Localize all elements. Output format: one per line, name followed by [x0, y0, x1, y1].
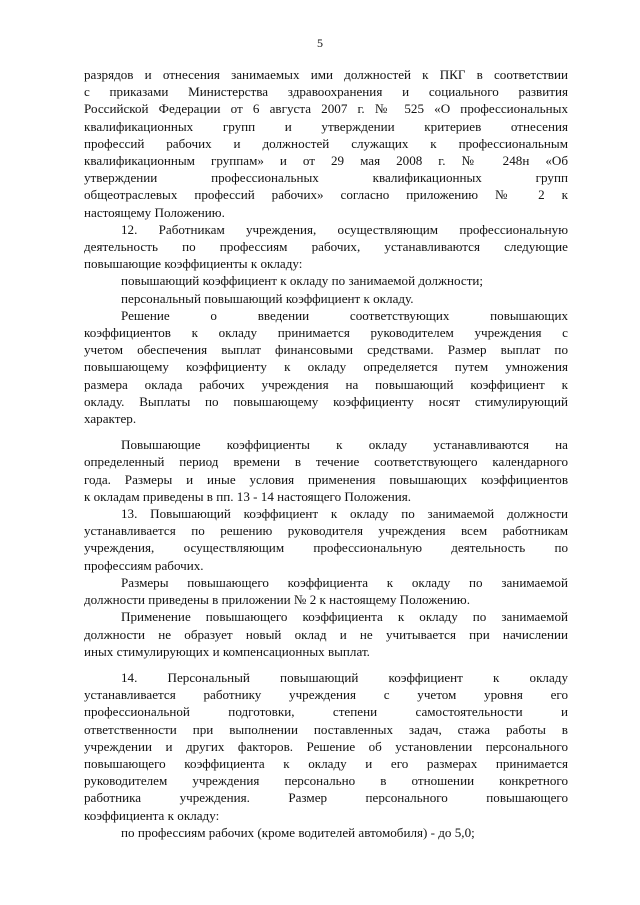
text-line: персональный повышающий коэффициент к окладу. — [121, 290, 414, 306]
text-line: 13. Повышающий коэффициент к окладу по занимаемой должности — [121, 506, 568, 522]
text-line: года. Размеры и иные условия применения повышающих коэффициентов — [84, 471, 568, 487]
text-line: определенный период времени в течение соответствующего календарного — [84, 454, 568, 470]
text-line: руководителем учреждения персонально в отношении конкретного — [84, 773, 568, 789]
text-line: учреждения, осуществляющим профессиональную деятельность по — [84, 540, 568, 556]
text-line: профессиям рабочих. — [84, 557, 204, 573]
text-line: должности приведены в приложении № 2 к настоящему Положению. — [84, 592, 470, 608]
text-line: по профессиям рабочих (кроме водителей автомобиля) - до 5,0; — [121, 824, 475, 840]
text-line: Решение о введении соответствующих повышающих — [121, 307, 568, 323]
text-line: 12. Работникам учреждения, осуществляющим профессиональную — [121, 221, 568, 237]
document-body — [84, 66, 568, 841]
text-line: повышающий коэффициент к окладу по занимаемой должности; — [121, 273, 484, 289]
text-line: профессиональной подготовки, степени самостоятельности и — [84, 704, 568, 720]
text-line: коэффициента к окладу: — [84, 807, 220, 823]
text-line: устанавливается по решению руководителя учреждения всем работникам — [84, 523, 568, 539]
text-line: с приказами Министерства здравоохранения и социального развития — [84, 84, 568, 100]
text-line: повышающие коэффициенты к окладу: — [84, 256, 303, 272]
text-line: коэффициентов к окладу принимается руководителем учреждения с — [84, 325, 568, 341]
text-line: иных стимулирующих и компенсационных выплат. — [84, 643, 370, 659]
text-line: разрядов и отнесения занимаемых ими должностей к ПКГ в соответствии — [84, 67, 568, 82]
text-line: устанавливается работнику учреждения с учетом уровня его — [84, 687, 568, 703]
text-line: ответственности при выполнении поставленных задач, стажа работы в — [84, 721, 568, 737]
text-line: характер. — [84, 411, 137, 427]
text-line: настоящему Положению. — [84, 204, 225, 220]
text-line: размера оклада рабочих учреждения на повышающий коэффициент к — [84, 376, 568, 392]
text-line: Российской Федерации от 6 августа 2007 г. № 525 «О профессиональных — [84, 101, 568, 117]
text-line: 14. Персональный повышающий коэффициент к окладу — [121, 669, 568, 685]
text-line: работника учреждения. Размер персонального повышающего — [84, 790, 568, 806]
page-number: 5 — [317, 36, 323, 50]
text-line: окладу. Выплаты по повышающему коэффициенту носят стимулирующий — [84, 393, 568, 409]
text-line: утверждении профессиональных квалификационных групп — [84, 170, 568, 186]
text-line: профессий рабочих и должностей служащих к профессиональным — [84, 135, 568, 151]
text-line: квалификационным группам» и от 29 мая 2008 г. № 248н «Об — [84, 153, 568, 169]
text-line: повышающего коэффициента к окладу и его размерах принимается — [84, 755, 568, 771]
text-line: должности не образует новый оклад и не учитывается при начислении — [84, 626, 568, 642]
text-line: повышающему коэффициенту к окладу определяется путем умножения — [84, 359, 568, 375]
text-line: Повышающие коэффициенты к окладу устанавливаются на — [121, 437, 568, 453]
text-line: Размеры повышающего коэффициента к окладу по занимаемой — [121, 574, 568, 590]
text-line: квалификационных групп и утверждении критериев отнесения — [84, 118, 568, 134]
text-line: деятельность по профессиям рабочих, устанавливаются следующие — [84, 239, 568, 255]
text-line: учреждении и других факторов. Решение об установлении персонального — [84, 738, 568, 754]
text-line: учетом обеспечения выплат финансовыми средствами. Размер выплат по — [84, 342, 568, 358]
text-line: общеотраслевых профессий рабочих» согласно приложению № 2 к — [84, 187, 568, 203]
text-line: к окладам приведены в пп. 13 - 14 настоящего Положения. — [84, 488, 412, 504]
text-line: Применение повышающего коэффициента к окладу по занимаемой — [121, 609, 568, 625]
